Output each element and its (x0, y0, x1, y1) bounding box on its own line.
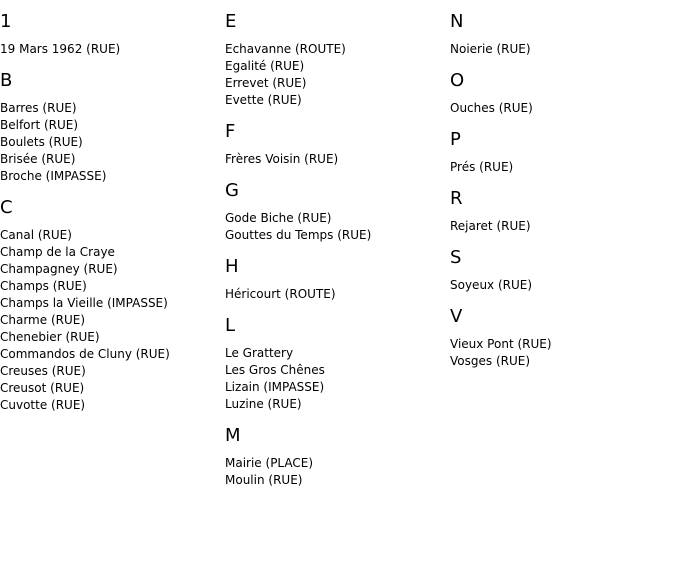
street-item: Le Grattery (225, 346, 294, 360)
letter-group-b (0, 70, 220, 185)
street-item: Lizain (IMPASSE) (225, 380, 325, 394)
letter-heading: M (225, 425, 241, 446)
street-list (450, 336, 670, 370)
street-item: Vosges (RUE) (450, 354, 531, 368)
street-item: Noierie (RUE) (450, 42, 531, 56)
letter-group-p (450, 129, 670, 176)
street-list (225, 210, 445, 244)
letter-group-c (0, 197, 220, 414)
street-list (225, 41, 445, 109)
street-index-column-1 (0, 0, 220, 425)
letter-heading: F (225, 121, 236, 142)
street-item: Champs (RUE) (0, 279, 87, 293)
street-item: Ouches (RUE) (450, 101, 533, 115)
street-item: Gode Biche (RUE) (225, 211, 332, 225)
letter-heading: C (0, 197, 13, 218)
street-item: Frères Voisin (RUE) (225, 152, 339, 166)
street-item: Brisée (RUE) (0, 152, 76, 166)
street-item: Champagney (RUE) (0, 262, 118, 276)
street-item: Les Gros Chênes (225, 363, 325, 377)
street-list (450, 100, 670, 117)
street-item: Cuvotte (RUE) (0, 398, 86, 412)
street-list (450, 277, 670, 294)
street-item: Prés (RUE) (450, 160, 514, 174)
street-item: Rejaret (RUE) (450, 219, 531, 233)
letter-heading: G (225, 180, 239, 201)
street-list (0, 227, 220, 414)
letter-heading: B (0, 70, 13, 91)
street-item: Boulets (RUE) (0, 135, 83, 149)
street-index-column-3 (450, 0, 670, 381)
street-list (0, 41, 220, 58)
street-item: Gouttes du Temps (RUE) (225, 228, 372, 242)
letter-heading: N (450, 11, 464, 32)
letter-group-v (450, 306, 670, 370)
street-item: Egalité (RUE) (225, 59, 305, 73)
letter-group-l (225, 315, 445, 413)
street-item: Mairie (PLACE) (225, 456, 314, 470)
street-list (450, 218, 670, 235)
street-item: Luzine (RUE) (225, 397, 302, 411)
street-list (225, 455, 445, 489)
street-item: Moulin (RUE) (225, 473, 303, 487)
letter-group-m (225, 425, 445, 489)
street-item: Creusot (RUE) (0, 381, 85, 395)
street-list (0, 100, 220, 185)
street-item: Belfort (RUE) (0, 118, 79, 132)
letter-heading: H (225, 256, 239, 277)
letter-group-s (450, 247, 670, 294)
street-item: Creuses (RUE) (0, 364, 86, 378)
letter-heading: E (225, 11, 237, 32)
letter-group-n (450, 11, 670, 58)
street-item: Errevet (RUE) (225, 76, 307, 90)
street-item: Barres (RUE) (0, 101, 77, 115)
letter-group-h (225, 256, 445, 303)
street-item: Echavanne (ROUTE) (225, 42, 346, 56)
street-list (225, 286, 445, 303)
street-item: Broche (IMPASSE) (0, 169, 107, 183)
street-item: Canal (RUE) (0, 228, 72, 242)
letter-heading: P (450, 129, 461, 150)
street-item: Evette (RUE) (225, 93, 302, 107)
letter-heading: R (450, 188, 463, 209)
letter-group-1 (0, 11, 220, 58)
letter-group-r (450, 188, 670, 235)
street-item: Champ de la Craye (0, 245, 115, 259)
street-index-column-2 (225, 0, 445, 500)
letter-group-o (450, 70, 670, 117)
street-item: Héricourt (ROUTE) (225, 287, 336, 301)
letter-group-f (225, 121, 445, 168)
street-list (225, 151, 445, 168)
street-item: Soyeux (RUE) (450, 278, 533, 292)
street-list (450, 41, 670, 58)
letter-heading: O (450, 70, 465, 91)
street-item: 19 Mars 1962 (RUE) (0, 42, 121, 56)
letter-heading: 1 (0, 11, 12, 32)
letter-heading: S (450, 247, 462, 268)
letter-group-e (225, 11, 445, 109)
street-list (225, 345, 445, 413)
street-item: Charme (RUE) (0, 313, 86, 327)
street-item: Vieux Pont (RUE) (450, 337, 552, 351)
letter-heading: L (225, 315, 236, 336)
street-list (450, 159, 670, 176)
street-item: Champs la Vieille (IMPASSE) (0, 296, 168, 310)
street-item: Chenebier (RUE) (0, 330, 100, 344)
letter-heading: V (450, 306, 463, 327)
street-item: Commandos de Cluny (RUE) (0, 347, 170, 361)
letter-group-g (225, 180, 445, 244)
